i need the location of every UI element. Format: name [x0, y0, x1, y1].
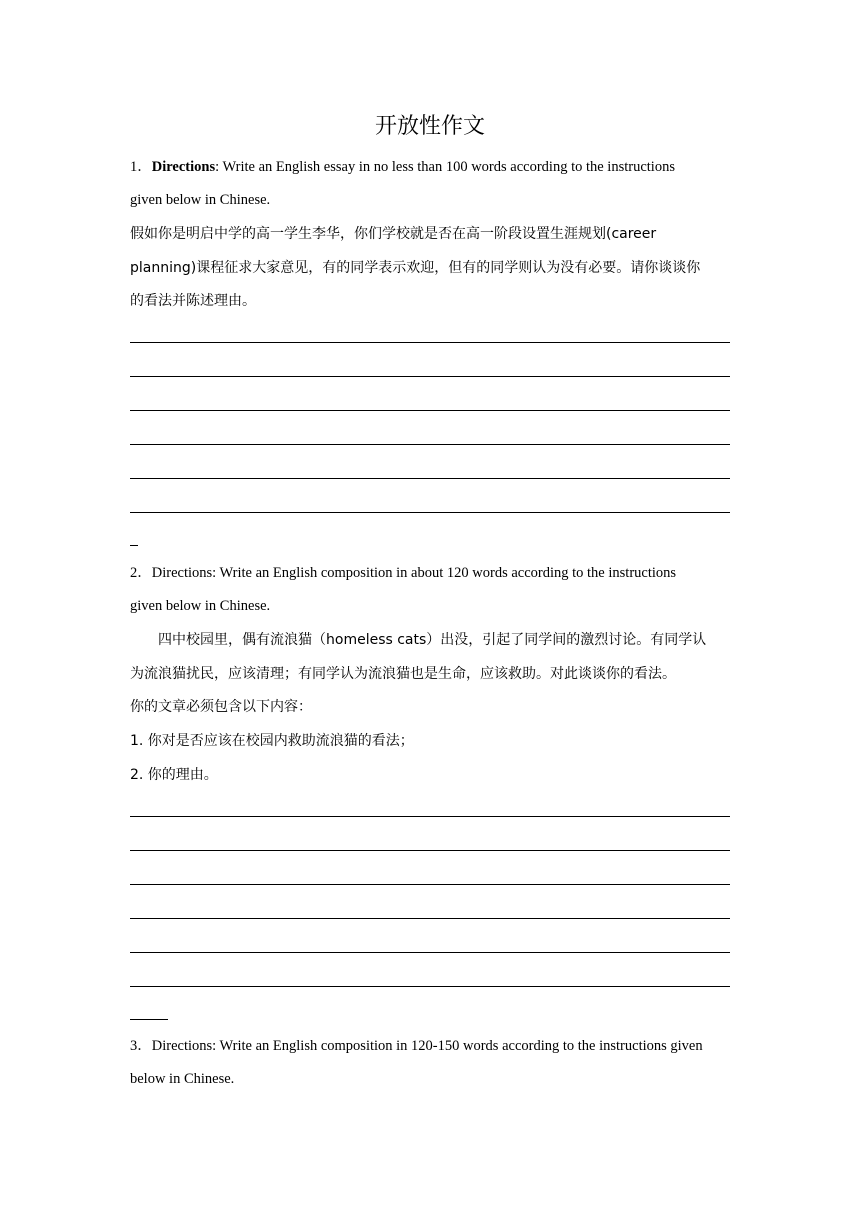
q2-prompt-line2: 为流浪猫扰民，应该清理；有同学认为流浪猫也是生命，应该救助。对此谈谈你的看法。	[130, 666, 676, 682]
q1-directions-line2: given below in Chinese.	[130, 192, 271, 208]
q1-directions-text: : Write an English essay in no less than 100 words according to the instructions	[215, 159, 675, 175]
q1-answer-line[interactable]	[130, 342, 730, 343]
q2-prompt-line3: 你的文章必须包含以下内容：	[130, 699, 312, 715]
q2-directions-line2: given below in Chinese.	[130, 598, 271, 614]
q2-answer-line[interactable]	[130, 986, 730, 987]
q1-directions-label: Directions	[151, 159, 216, 175]
q1-prompt-line2: planning)课程征求大家意见，有的同学表示欢迎，但有的同学则认为没有必要。请你谈谈你	[130, 260, 701, 276]
q1-answer-line-end[interactable]	[130, 545, 138, 546]
q2-answer-line[interactable]	[130, 952, 730, 953]
q2-directions-line1: 2．Directions: Write an English composition in about 120 words according to the instructions	[130, 565, 677, 581]
q1-answer-line[interactable]	[130, 376, 730, 377]
q2-prompt-line1: 四中校园里，偶有流浪猫（homeless cats）出没，引起了同学间的激烈讨论。有同学认	[158, 632, 707, 648]
page-title: 开放性作文	[374, 114, 485, 139]
q2-answer-line[interactable]	[130, 850, 730, 851]
q2-answer-line[interactable]	[130, 816, 730, 817]
q1-prompt-line1: 假如你是明启中学的高一学生李华，你们学校就是否在高一阶段设置生涯规划(career	[130, 226, 657, 242]
q2-point-1: 1. 你对是否应该在校园内救助流浪猫的看法；	[130, 733, 414, 749]
q1-directions-line1	[130, 157, 730, 177]
q3-directions-line1: 3．Directions: Write an English composition in 120-150 words according to the instructions given	[130, 1038, 703, 1054]
q1-answer-line[interactable]	[130, 512, 730, 513]
q1-answer-line[interactable]	[130, 410, 730, 411]
q2-answer-line-end[interactable]	[130, 1019, 168, 1020]
q2-answer-line[interactable]	[130, 884, 730, 885]
q1-answer-line[interactable]	[130, 444, 730, 445]
q2-answer-line[interactable]	[130, 918, 730, 919]
q2-point-2: 2. 你的理由。	[130, 767, 218, 783]
q3-directions-line2: below in Chinese.	[130, 1071, 235, 1087]
q1-prompt-line3: 的看法并陈述理由。	[130, 293, 256, 309]
q1-answer-line[interactable]	[130, 478, 730, 479]
q1-number: 1．	[130, 159, 152, 175]
